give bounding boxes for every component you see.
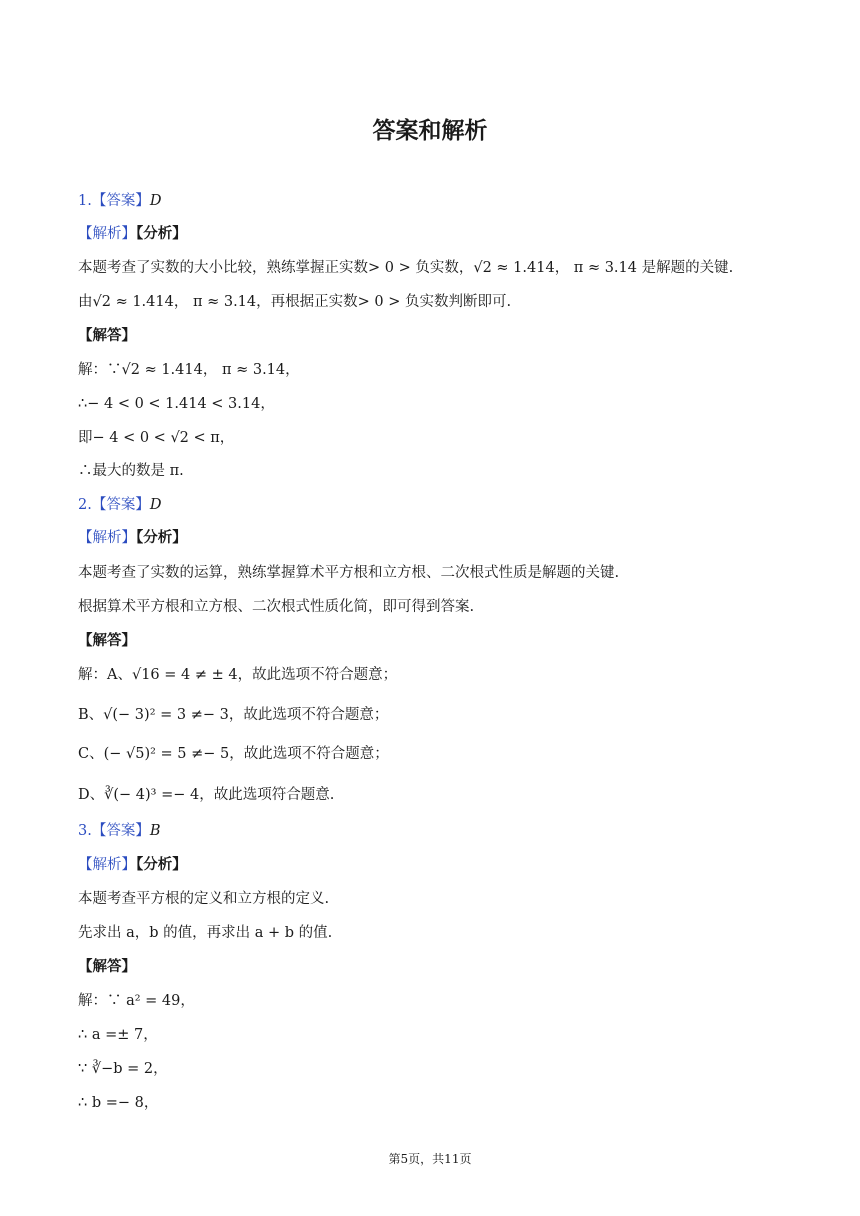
jiexi-tag: 【解析】: [78, 857, 136, 873]
fenxi-tag: 【分析】: [136, 529, 187, 546]
q2-jieda-line-1: 解：A、√16 = 4 ≠ ± 4，故此选项不符合题意；: [78, 667, 398, 683]
page-title: 答案和解析: [372, 118, 488, 144]
q3-fenxi-line-2: 先求出 a，b 的值，再求出 a + b 的值.: [78, 925, 333, 941]
q1-jieda-tag: 【解答】: [78, 327, 136, 344]
q2-number: 2.: [78, 497, 92, 513]
q2-answer-value: D: [149, 497, 162, 513]
q3-tags-line: [78, 855, 187, 875]
q3-jieda-tag: 【解答】: [78, 958, 136, 975]
answer-tag: 【答案】: [91, 823, 150, 839]
q3-answer-line: [78, 821, 161, 841]
q2-jieda-line-2: B、√(− 3)² = 3 ≠− 3，故此选项不符合题意；: [78, 707, 389, 723]
q2-tags-line: [78, 528, 187, 548]
q3-number: 3.: [78, 823, 92, 839]
q1-answer-value: D: [149, 193, 162, 209]
q1-fenxi-line-1: 本题考查了实数的大小比较，熟练掌握正实数> 0 > 负实数，√2 ≈ 1.414， π ≈ 3.14 是解题的关键.: [78, 260, 734, 276]
jiexi-tag: 【解析】: [78, 226, 136, 242]
q2-jieda-line-3: C、(− √5)² = 5 ≠− 5，故此选项不符合题意；: [78, 746, 389, 762]
q3-jieda-line-1: 解：∵ a² = 49，: [78, 993, 195, 1009]
jiexi-tag: 【解析】: [78, 530, 136, 546]
q1-jieda-line-4: ∴最大的数是 π.: [78, 463, 184, 479]
page-footer: 第5页，共11页: [388, 1152, 472, 1166]
answer-tag: 【答案】: [91, 497, 150, 513]
q1-number: 1.: [78, 193, 92, 209]
q2-answer-line: [78, 495, 161, 515]
q1-jieda-line-3: 即− 4 < 0 < √2 < π，: [78, 430, 235, 446]
q1-tags-line: [78, 224, 187, 244]
q2-fenxi-line-2: 根据算术平方根和立方根、二次根式性质化简，即可得到答案.: [78, 599, 475, 615]
q3-answer-value: B: [149, 823, 161, 839]
q3-fenxi-line-1: 本题考查平方根的定义和立方根的定义.: [78, 891, 330, 907]
fenxi-tag: 【分析】: [136, 225, 187, 242]
q3-jieda-line-2: ∴ a =± 7，: [78, 1027, 158, 1043]
fenxi-tag: 【分析】: [136, 856, 187, 873]
q1-jieda-line-2: ∴− 4 < 0 < 1.414 < 3.14，: [78, 396, 275, 412]
q2-fenxi-line-1: 本题考查了实数的运算，熟练掌握算术平方根和立方根、二次根式性质是解题的关键.: [78, 565, 620, 581]
q1-fenxi-line-2: 由√2 ≈ 1.414， π ≈ 3.14，再根据正实数> 0 > 负实数判断即可.: [78, 294, 512, 310]
answer-tag: 【答案】: [91, 193, 150, 209]
q1-answer-line: [78, 191, 161, 211]
q3-jieda-line-4: ∴ b =− 8，: [78, 1095, 159, 1111]
q2-jieda-tag: 【解答】: [78, 632, 136, 649]
q2-jieda-line-4: D、∛(− 4)³ =− 4，故此选项符合题意.: [78, 787, 335, 803]
q3-jieda-line-3: ∵ ∛−b = 2，: [78, 1061, 168, 1077]
q1-jieda-line-1: 解：∵√2 ≈ 1.414， π ≈ 3.14，: [78, 362, 300, 378]
